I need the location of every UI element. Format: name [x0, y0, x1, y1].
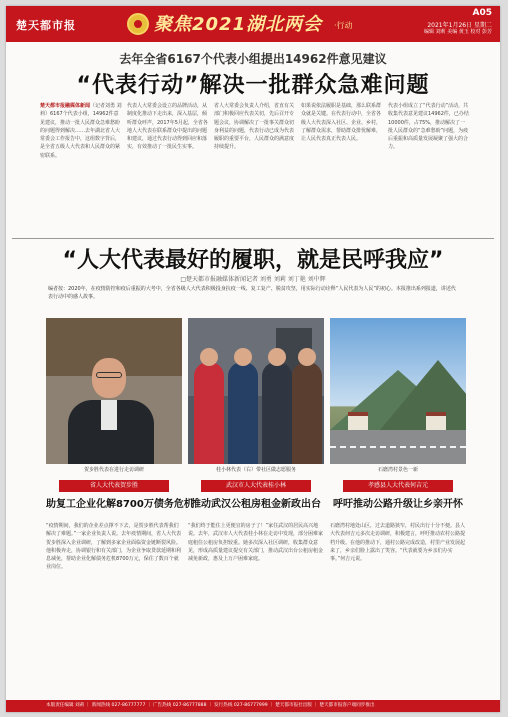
- article-headline: 呼吁推动公路升级让乡亲开怀: [333, 499, 463, 510]
- story1-dateline: 楚天都市报融媒体新闻: [40, 103, 91, 109]
- story1-body: [40, 102, 470, 235]
- deputy-tag: 省人大代表贺步胜: [59, 480, 169, 492]
- editor-credit: 编辑 刘莉 美编 黄玉 校对 彭芳: [424, 29, 492, 35]
- story1-column-text: （记者刘勇 刘莉）6167个代表小组，14962件意见建议，推动一批人民群众急难愁盼的问题得到解决……去年湖北省人大常委会工作报告中，这组数字背后，是全省五级人大代表和人民群众的紧密联系。: [40, 103, 122, 159]
- story1-column: [214, 102, 296, 235]
- story1-column-text: 代表小组成立了“代表行动”活动，共收集代表意见建议14962件，已办结10000件，占75%，推动解决了一批人民群众的“急难愁盼”问题，为疫后重振和高质量发展凝聚了强大的合力。: [388, 103, 469, 151]
- community-photo: [188, 318, 324, 464]
- story1-column-text: 省人大常委会负责人介绍，省直有关部门积极回应代表关切，先后召开专题会议，协调解决了一批事关群众切身利益的问题，代表行动已成为代表履职的重要平台，人民群众的满意度持续提升。: [214, 103, 295, 151]
- story2-byline: □楚天都市报融媒体新闻记者 刘勇 刘莉 刘丁艳 刘中辉: [180, 276, 326, 283]
- deputy-tag: 武汉市人大代表桂小林: [201, 480, 311, 492]
- story1-column-text: 代表人大常委会设立的品牌活动，从制度化推动下走出来，深入基层，倾听群众呼声，2017年5月起，全省各地人大代表在联系群众中提出的问题和建议，通过代表行动得到回应和落实，有效推动了一批民生实事。: [127, 103, 208, 151]
- page-number: A05: [472, 8, 492, 18]
- banner-headline: 聚焦2021湖北两会: [154, 14, 323, 35]
- deputy-tag: 孝感县人大代表何吉元: [343, 480, 453, 492]
- masthead-brand: 楚天都市报: [16, 19, 76, 32]
- photo-2: [188, 318, 324, 476]
- photo-caption: 贺步胜代表在进行走访调研: [83, 467, 144, 473]
- section-divider: [12, 238, 494, 239]
- article-headline: 助复工企业化解8700万债务危机: [46, 499, 194, 510]
- article-headline: 推动武汉公租房租金新政出台: [191, 499, 321, 510]
- story1-kicker: 去年全省6167个代表小组提出14962件意见建议: [119, 52, 387, 66]
- story1-column: [127, 102, 209, 235]
- article-body: “疫情期间，我们的企业差点撑不下去，是贺步胜代表帮我们解决了难题。”一家企业负责人说。去年疫情期间，省人大代表贺步胜深入企业调研，了解到多家企业面临资金链断裂风险。他积极奔走，协调银行和有关部门，为企业争取贷款延期和利息减免，帮助企业化解债务危机8700万元，保住了数百个就业岗位。: [46, 523, 182, 571]
- article-head-1: [46, 480, 194, 510]
- portrait-photo: [46, 318, 182, 464]
- article-head-2: [188, 480, 324, 510]
- page-footer: 本版责任编辑 刘莉 ｜ 新闻热线 027-86777777 ｜ 广告热线 027-86777888 ｜ 发行热线 027-86777999 ｜ 楚天都市报社出版 ｜ 楚天都市报客户端同步推出: [6, 700, 500, 712]
- banner-slogan: ·行动: [334, 21, 353, 30]
- story1-column-text: 如果说依法履职是基础，那么联系群众就是关键。在代表行动中，全省各级人大代表深入社区、企业、乡村，了解群众需求，帮助群众排忧解难，让人民代表真正代表人民。: [301, 103, 382, 143]
- article-heads: [46, 480, 466, 520]
- page-banner: [6, 6, 500, 42]
- newspaper-page: [6, 6, 500, 712]
- article-body: 石磨湾村地处山区，过去道路狭窄，村民出行十分不便。县人大代表何吉元多次走访调研，积极建言，呼吁推动农村公路提档升级。在他的推动下，通村公路完成改造，村里产业发展起来了，乡亲们脸上露出了笑容。“代表就要为乡亲们办实事。”何吉元说。: [330, 523, 466, 563]
- article-head-3: [330, 480, 466, 510]
- photo-caption: 石磨湾村景色一新: [377, 467, 418, 473]
- article-body: “我们终于能住上更便宜的房子了！”家住武汉的居民高兴地说。去年，武汉市人大代表桂小林在走访中发现，部分困难家庭租住公租房负担较重。她多次深入社区调研，收集群众意见，形成高质量建议提交有关部门，推动武汉出台公租房租金减免新政，惠及上万户困难家庭。: [188, 523, 324, 563]
- story2-lead: 编者按：2020年，在疫情防控和疫后重振的大考中，全省各级人大代表积极投身抗疫一线、复工复产、脱贫攻坚，用实际行动诠释“人民代表为人民”的初心。本报推出系列报道，讲述代表行动中的感人故事。: [48, 286, 456, 300]
- village-road-photo: [330, 318, 466, 464]
- emblem-icon: [127, 13, 149, 35]
- story1-column: [301, 102, 383, 235]
- article-bodies: [46, 522, 466, 698]
- photo-row: [46, 318, 466, 476]
- story1-column: [40, 102, 122, 235]
- photo-caption: 桂小林代表（右）带社区做志愿服务: [215, 467, 296, 473]
- issue-date: 2021年1月26日 星期二: [427, 22, 492, 29]
- photo-1: [46, 318, 182, 476]
- photo-3: [330, 318, 466, 476]
- story2-title: “人大代表最好的履职，就是民呼我应”: [62, 248, 444, 273]
- story1-title: “代表行动”解决一批群众急难问题: [76, 73, 430, 98]
- story1-column: [388, 102, 470, 235]
